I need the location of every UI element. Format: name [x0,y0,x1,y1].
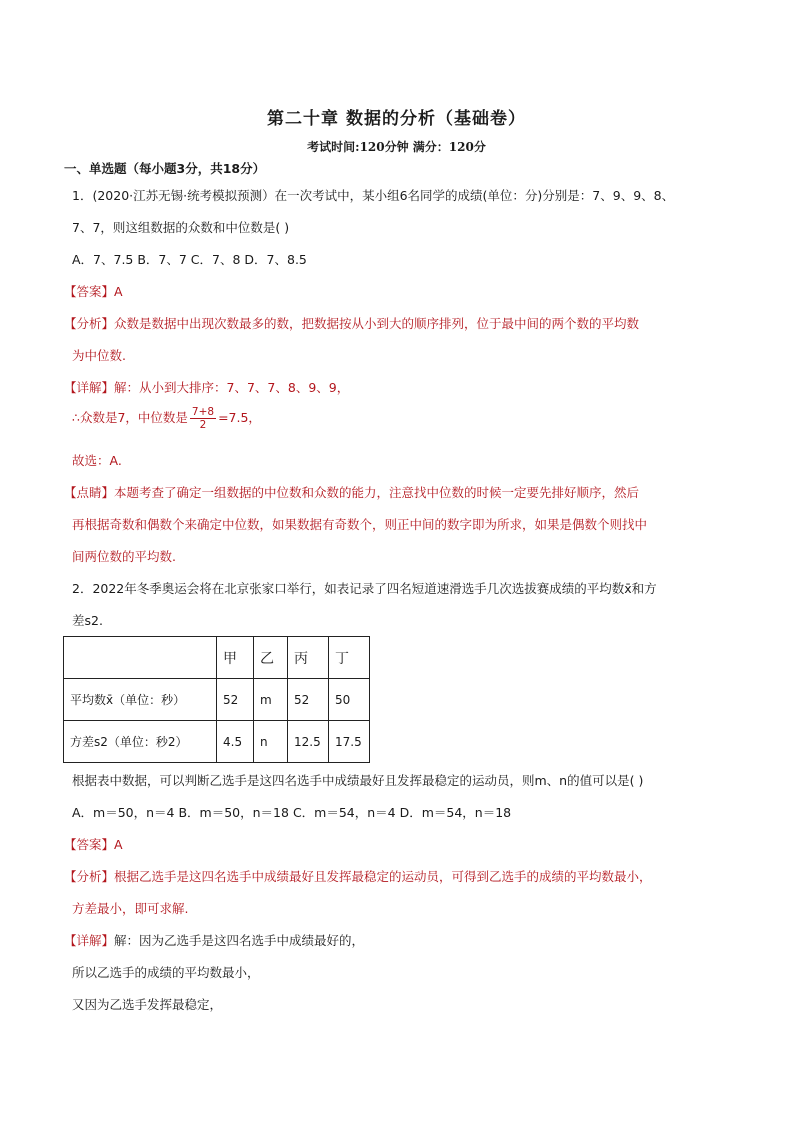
detail-text-post: =7.5， [218,410,261,425]
section-heading: 一、单选题（每小题3分，共18分） [64,161,266,176]
document-title: 第二十章 数据的分析（基础卷） [267,109,526,129]
table-header-row [64,637,370,679]
q2-stem-line1: 2．2022年冬季奥运会将在北京张家口举行，如表记录了四名短道速滑选手几次选拔赛成绩的平均数x̄和方 [72,581,657,596]
q1-stem-line2: 7、7，则这组数据的众数和中位数是( ) [72,220,290,235]
table-cell: 50 [329,679,370,721]
detail-tag: 【详解】 [64,380,115,395]
median-fraction [190,406,216,431]
table-cell: 52 [217,679,254,721]
exam-info: 考试时间:120分钟 满分：120分 [307,140,486,154]
q2-analysis-line1 [64,868,652,886]
table-header-cell: 乙 [254,637,288,679]
detail-text: 解：从小到大排序：7、7、7、8、9、9， [114,380,350,395]
fraction-denominator: 2 [199,419,207,431]
q1-stem-line1: 1．(2020·江苏无锡·统考模拟预测）在一次考试中，某小组6名同学的成绩(单位：分)分别是：7、9、9、8、 [72,188,675,203]
answer-tag: 【答案】 [64,284,115,299]
table-cell: m [254,679,288,721]
answer-tag: 【答案】 [64,837,115,852]
analysis-text: 根据乙选手是这四名选手中成绩最好且发挥最稳定的运动员，可得到乙选手的成绩的平均数最小， [114,869,652,884]
q2-options: A．m＝50，n＝4 B．m＝50，n＝18 C．m＝54，n＝4 D．m＝54，n＝18 [72,805,512,820]
table-cell: n [254,721,288,763]
table-cell: 4.5 [217,721,254,763]
table-header-cell: 甲 [217,637,254,679]
detail-tag: 【详解】 [64,933,115,948]
q2-question: 根据表中数据，可以判断乙选手是这四名选手中成绩最好且发挥最稳定的运动员，则m、n的值可以是( ) [72,773,644,788]
analysis-text: 众数是数据中出现次数最多的数，把数据按从小到大的顺序排列，位于最中间的两个数的平均数 [114,316,640,331]
table-row [64,679,370,721]
detail-text: 解：因为乙选手是这四名选手中成绩最好的， [114,933,365,948]
q2-answer [64,836,123,854]
q2-detail-line2: 所以乙选手的成绩的平均数最小， [72,965,260,980]
q1-detail-line1 [64,379,349,397]
table-row-label: 平均数x̄（单位：秒） [64,679,217,721]
comment-tag: 【点睛】 [64,485,115,500]
scores-table [63,636,370,763]
q1-analysis-line2: 为中位数. [72,348,126,363]
q1-comment-line3: 间两位数的平均数. [72,549,176,564]
q1-answer [64,283,123,301]
table-header-cell: 丙 [288,637,329,679]
table-cell: 12.5 [288,721,329,763]
q1-analysis-line1 [64,315,639,333]
q2-stem-line2: 差s2. [72,613,103,628]
q1-comment-line1 [64,484,639,502]
q1-comment-line2: 再根据奇数和偶数个来确定中位数，如果数据有奇数个，则正中间的数字即为所求，如果是偶数个则找中 [72,517,648,532]
table-row [64,721,370,763]
answer-value: A [114,284,123,299]
table-cell: 17.5 [329,721,370,763]
comment-text: 本题考查了确定一组数据的中位数和众数的能力，注意找中位数的时候一定要先排好顺序，然后 [114,485,640,500]
table-row-label: 方差s2（单位：秒2） [64,721,217,763]
q1-options: A．7、7.5 B．7、7 C．7、8 D．7、8.5 [72,252,307,267]
q2-analysis-line2: 方差最小，即可求解. [72,901,189,916]
table-cell [64,637,217,679]
fraction-numerator: 7+8 [191,406,215,418]
detail-text-pre: ∴众数是7，中位数是 [72,410,188,425]
answer-value: A [114,837,123,852]
q1-detail-line2 [72,406,261,431]
analysis-tag: 【分析】 [64,316,115,331]
table-cell: 52 [288,679,329,721]
q2-detail-line3: 又因为乙选手发挥最稳定， [72,997,223,1012]
q2-detail-line1 [64,932,364,950]
table-header-cell: 丁 [329,637,370,679]
analysis-tag: 【分析】 [64,869,115,884]
q1-detail-line3: 故选：A. [72,453,122,468]
